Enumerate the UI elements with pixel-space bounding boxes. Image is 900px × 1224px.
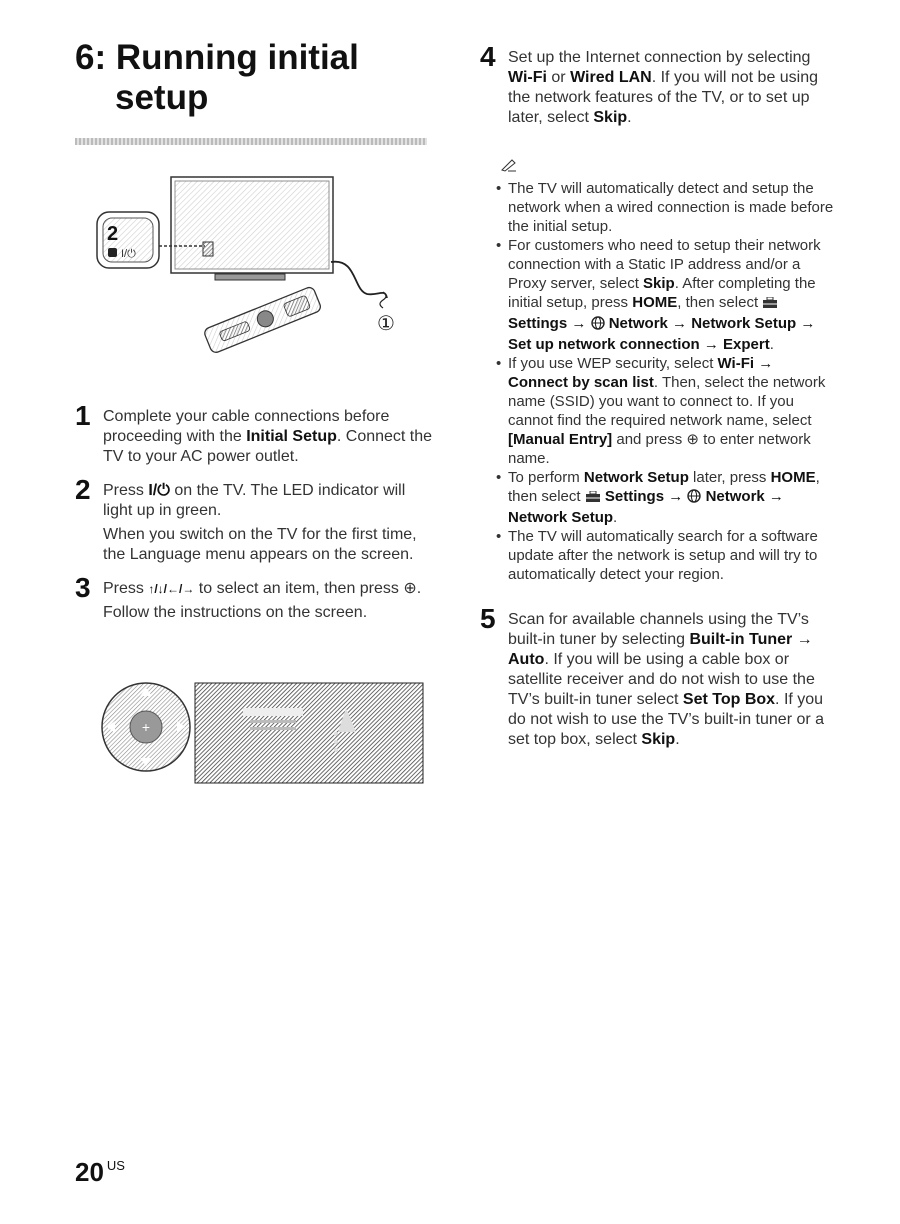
d-pad-icon [102, 683, 190, 771]
enter-icon: ⊕ [686, 431, 699, 448]
remote-control-icon [203, 286, 322, 354]
step-number: 4 [480, 41, 496, 72]
title-divider [75, 138, 427, 145]
enter-icon: ⊕ [403, 580, 417, 597]
note-item: • The TV will automatically search for a software update after the network is setup and will try to automatically detect your region. [496, 527, 835, 584]
region-label: US [106, 1158, 125, 1173]
globe-icon [687, 489, 701, 508]
note-item: • The TV will automatically detect and setup the network when a wired connection is made before the initial setup. [496, 179, 835, 236]
step-number: 2 [75, 474, 91, 505]
navigation-illustration [100, 680, 430, 800]
step-number: 1 [75, 400, 91, 431]
step-5 [480, 603, 835, 750]
svg-text:+: + [141, 719, 151, 735]
toolbox-icon [585, 489, 601, 508]
step-1 [75, 400, 435, 467]
title-line-1: 6: Running initial [75, 38, 359, 77]
note-pencil-icon [500, 158, 518, 172]
globe-icon [591, 316, 605, 335]
step-number: 5 [480, 603, 496, 634]
note-item: • To perform Network Setup later, press HOME, then select Settings → Network → Network Setup. [496, 468, 835, 527]
right-column [480, 41, 835, 760]
arrow-keys-icon: ↑/↓/←/→ [148, 582, 195, 596]
tv-setup-illustration [95, 170, 435, 370]
notes-block [480, 158, 835, 584]
step-2 [75, 474, 435, 565]
step-1-text: Complete your cable connections before proceeding with the Initial Setup. Connect the TV to your AC power outlet. [103, 408, 433, 465]
step-3 [75, 572, 435, 623]
callout-circle-number: ① [377, 313, 395, 335]
step-4-text: Set up the Internet connection by selecting Wi-Fi or Wired LAN. If you will not be using the network features of the TV, or to set up later, select Skip. [508, 49, 819, 126]
step-2-text: Press I/⏻ on the TV. The LED indicator will light up in green. [103, 482, 406, 519]
step-3-text: Press ↑/↓/←/→ to select an item, then press ⊕. [103, 580, 422, 597]
note-item: • For customers who need to setup their network connection with a Static IP address and/or a Proxy server, select Skip. After completing the initial setup, press HOME, then select Settings → Network → Network Setup → Set up network connection → Expert. [496, 236, 835, 354]
step-number: 3 [75, 572, 91, 603]
toolbox-icon [762, 295, 778, 314]
title-line-2: setup [115, 78, 209, 117]
page-number: 20 $^{US}$ [75, 1157, 125, 1187]
note-item: • If you use WEP security, select Wi-Fi → Connect by scan list. Then, select the network name (SSID) you want to connect to. If you cannot find the required network name, select [Manual Entry] and press ⊕ to enter network name. [496, 354, 835, 468]
callout-number: 2 [107, 223, 119, 245]
left-column [75, 400, 435, 633]
step-5-text: Scan for available channels using the TV’s built-in tuner by selecting Built-in Tuner → Auto. If you will be using a cable box or satellite receiver and do not wish to use the TV’s built-in tuner select Set Top Box. If you do not wish to use the TV’s built-in tuner or a set top box, select Skip. [508, 611, 825, 748]
page-title [75, 38, 359, 118]
step-4 [480, 41, 835, 128]
tv-screen-menu-icon [195, 683, 423, 783]
step-2-detail: When you switch on the TV for the first time, the Language menu appears on the screen. [103, 526, 417, 563]
power-label: I/⏻ [121, 248, 136, 260]
step-3-detail: Follow the instructions on the screen. [103, 604, 368, 621]
